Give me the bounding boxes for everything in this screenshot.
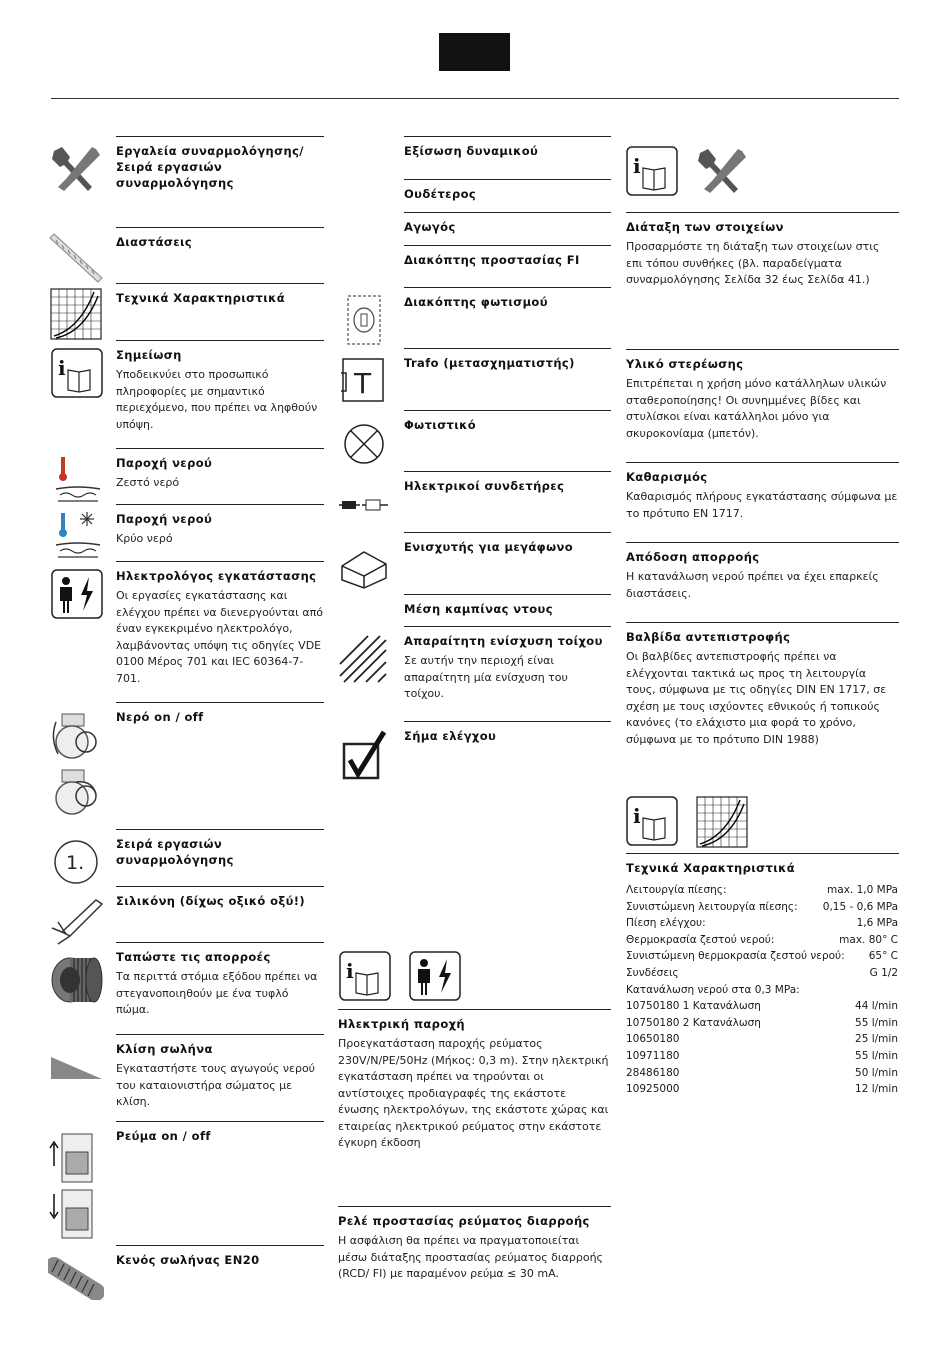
entry-title: Νερό on / off — [116, 710, 204, 724]
svg-text:i: i — [633, 804, 641, 828]
entry-title: Διακόπτης προστασίας FI — [404, 253, 580, 267]
entry-body: Καθαρισμός πλήρους εγκατάστασης σύμφωνα με το πρότυπο EN 1717. — [626, 490, 898, 520]
svg-text:1.: 1. — [66, 852, 85, 874]
entry-connectors — [404, 471, 611, 494]
spec-value: max. 1,0 MPa — [827, 884, 898, 896]
spec-value: max. 80° C — [839, 933, 898, 946]
luminaire-icon — [342, 422, 386, 466]
entry-cold-water — [116, 504, 324, 548]
entry-title: Υλικό στερέωσης — [626, 357, 744, 371]
entry-body: Προεγκατάσταση παροχής ρεύματος 230V/N/PE/50Hz (Μήκος: 0,3 m). Στην ηλεκτρική εγκατάσταση πρέπει να τηρούνται οι αντίστοιχες προδιαγραφές της εκάστοτε ένωσης ηλεκτρολόγων, της εκάστοτε χώρας και εταιρείας ηλεκτρικού ρεύματος στην εκάστοτε έγκυρη έκδοση — [338, 1037, 609, 1149]
entry-title: Παροχή νερού — [116, 456, 213, 470]
entry-title: Ενισχυτής για μεγάφωνο — [404, 540, 573, 554]
entry-title: Παροχή νερού — [116, 512, 213, 526]
entry-title: Κενός σωλήνας EN20 — [116, 1253, 260, 1267]
amplifier-box-icon — [340, 542, 388, 590]
power-switch-icon — [48, 1130, 104, 1244]
spec-row — [626, 948, 898, 965]
spec-value: 0,15 - 0,6 MPa — [822, 900, 898, 913]
electrician-icon — [51, 569, 103, 619]
entry-title: Σήμα ελέγχου — [404, 729, 497, 743]
electrician-icon — [409, 951, 461, 1001]
spec-row — [626, 965, 898, 982]
entry-layout — [626, 212, 899, 289]
check-mark-icon — [340, 730, 388, 782]
entry-title: Ηλεκτρολόγος εγκατάστασης — [116, 569, 317, 583]
entry-plug-outlets — [116, 942, 324, 1019]
entry-power-supply — [338, 1009, 611, 1152]
entry-title: Trafo (μετασχηματιστής) — [404, 356, 575, 370]
spec-label: 10925000 — [626, 1083, 680, 1096]
spec-label: 10971180 — [626, 1049, 680, 1062]
slope-icon — [50, 1055, 104, 1081]
entry-hot-water — [116, 448, 324, 492]
spec-row — [626, 932, 898, 949]
entry-body: Κρύο νερό — [116, 532, 173, 545]
svg-text:i: i — [633, 154, 641, 178]
entry-title: Εργαλεία συναρμολόγησης/ Σειρά εργασιών συναρμολόγησης — [116, 144, 304, 190]
entry-title: Φωτιστικό — [404, 418, 477, 432]
entry-title: Μέση καμπίνας ντους — [404, 602, 553, 616]
ruler-icon — [48, 232, 104, 284]
conduit-icon — [48, 1256, 104, 1300]
entry-shower-middle — [404, 594, 611, 617]
spec-label: Θερμοκρασία ζεστού νερού: — [626, 933, 775, 946]
entry-rcd — [338, 1206, 611, 1283]
page-marker — [439, 33, 510, 71]
entry-title: Βαλβίδα αντεπιστροφής — [626, 630, 791, 644]
spec-value: 12 l/min — [855, 1083, 898, 1096]
blind-plug-icon — [48, 950, 106, 1008]
entry-trafo — [404, 348, 611, 371]
entry-body: Οι εργασίες εγκατάστασης και ελέγχου πρέπει να διενεργούνται από έναν εγκεκριμένο ηλεκτρολόγο, λαμβάνοντας υπόψη τις οδηγίες VDE 0100 Μέρος 701 και IEC 60364-7-701. — [116, 589, 324, 685]
spec-label: 10750180 2 Κατανάλωση — [626, 1016, 761, 1029]
entry-title: Αγωγός — [404, 220, 456, 234]
entry-title: Σιλικόνη (δίχως οξικό οξύ!) — [116, 894, 306, 908]
tools-icon — [48, 143, 104, 195]
entry-title: Ρελέ προστασίας ρεύματος διαρροής — [338, 1214, 590, 1228]
tech-chart-icon — [50, 288, 102, 340]
hot-water-icon — [50, 455, 106, 503]
entry-title: Διαστάσεις — [116, 235, 193, 249]
info-manual-icon — [626, 146, 678, 196]
water-on-off-icon — [48, 708, 104, 820]
entry-title: Ηλεκτρικοί συνδετήρες — [404, 479, 565, 493]
spec-label: Συνιστώμενη λειτουργία πίεσης: — [626, 900, 798, 913]
entry-body: Οι βαλβίδες αντεπιστροφής πρέπει να ελέγχονται τακτικά ως προς τη λειτουργία τους, σύμφωνα με τις οδηγίες DIN EN 1717, σε σχέση με τους ισχύοντες εθνικούς ή τοπικούς κανόνες (το ελάχιστο μια φορά το χρόνο, σύμφωνα με το πρότυπο DIN 1988) — [626, 650, 887, 746]
info-manual-icon — [339, 951, 391, 1001]
entry-empty-conduit — [116, 1245, 324, 1268]
tech-chart-icon — [696, 796, 748, 848]
entry-body: Ζεστό νερό — [116, 476, 180, 489]
transformer-icon — [340, 357, 386, 403]
spec-label: 10750180 1 Κατανάλωση — [626, 1000, 761, 1013]
entry-body: Η ασφάλιση θα πρέπει να πραγματοποιείται μέσω διάταξης προστασίας ρεύματος διαρροής (RCD/ FI) με παραμένον ρεύμα ≤ 30 mA. — [338, 1234, 604, 1280]
info-manual-icon — [51, 348, 103, 398]
spec-value: 55 l/min — [855, 1049, 898, 1062]
entry-title: Ουδέτερος — [404, 187, 477, 201]
entry-luminaire — [404, 410, 611, 433]
spec-label: 10650180 — [626, 1033, 680, 1046]
entry-sequence — [116, 829, 324, 868]
entry-title: Κλίση σωλήνα — [116, 1042, 213, 1056]
spec-row — [626, 1031, 898, 1048]
spec-row — [626, 1065, 898, 1082]
entry-water-on-off — [116, 702, 324, 725]
svg-text:T: T — [354, 367, 372, 400]
info-manual-icon — [626, 796, 678, 846]
entry-title: Σειρά εργασιών συναρμολόγησης — [116, 837, 234, 867]
entry-title: Ηλεκτρική παροχή — [338, 1017, 466, 1031]
entry-equipotential — [404, 136, 611, 159]
entry-title: Καθαρισμός — [626, 470, 708, 484]
spec-label: Συνδέσεις — [626, 966, 679, 979]
spec-label: Λειτουργία πίεσης: — [626, 884, 727, 896]
spec-label: Συνιστώμενη θερμοκρασία ζεστού νερού: — [626, 950, 845, 963]
entry-title: Απόδοση απορροής — [626, 550, 760, 564]
entry-note — [116, 340, 324, 433]
entry-title: Διάταξη των στοιχείων — [626, 220, 784, 234]
entry-check-valve — [626, 622, 899, 748]
spec-row — [626, 915, 898, 932]
entry-dimensions — [116, 227, 324, 250]
entry-title: Τεχνικά Χαρακτηριστικά — [626, 861, 796, 875]
spec-label: 28486180 — [626, 1066, 680, 1079]
svg-text:i: i — [58, 356, 66, 380]
entry-body: Εγκαταστήστε τους αγωγούς νερού του καταιονιστήρα σώματος με κλίση. — [116, 1062, 316, 1108]
entry-title: Ρεύμα on / off — [116, 1129, 211, 1143]
entry-tools — [116, 136, 324, 191]
entry-cleaning — [626, 462, 899, 522]
spec-value: 44 l/min — [855, 1000, 898, 1013]
light-switch-icon — [346, 294, 382, 346]
spec-row — [626, 998, 898, 1015]
entry-power-on-off — [116, 1121, 324, 1144]
entry-title: Απαραίτητη ενίσχυση τοίχου — [404, 634, 603, 648]
entry-body: Υποδεικνύει στο προσωπικό πληροφορίες με σημαντικό περιεχόμενο, που πρέπει να ληφθούν υπόψη. — [116, 368, 318, 431]
entry-title: Τεχνικά Χαρακτηριστικά — [116, 291, 286, 305]
spec-value: G 1/2 — [869, 966, 898, 979]
entry-pipe-slope — [116, 1034, 324, 1111]
cold-water-icon — [50, 511, 106, 559]
entry-check-mark — [404, 721, 611, 744]
tools-icon — [694, 145, 750, 197]
entry-body: Τα περιττά στόμια εξόδου πρέπει να στεγανοποιηθούν με ένα τυφλό πώμα. — [116, 970, 318, 1016]
spec-value: 55 l/min — [855, 1016, 898, 1029]
spec-row — [626, 1015, 898, 1032]
entry-electrician — [116, 561, 324, 687]
entry-body: Προσαρμόστε τη διάταξη των στοιχείων στις επι τόπου συνθήκες (βλ. παραδείγματα συναρμολόγησης Σελίδα 32 έως Σελίδα 41.) — [626, 240, 880, 286]
entry-title: Σημείωση — [116, 348, 182, 362]
entry-conductor — [404, 212, 611, 235]
entry-body: Η κατανάλωση νερού πρέπει να έχει επαρκείς διαστάσεις. — [626, 570, 879, 600]
entry-fixing-material — [626, 349, 899, 442]
spec-value: 65° C — [868, 950, 898, 963]
spec-row — [626, 1081, 898, 1098]
wall-hatch-icon — [338, 634, 388, 684]
entry-body: Επιτρέπεται η χρήση μόνο κατάλληλων υλικών σταθεροποίησης! Οι συνημμένες βίδες και στυλίσκοι είναι κατάλληλοι μόνο για σκυροκονίαμα (μπετόν). — [626, 377, 887, 440]
spec-row — [626, 882, 898, 899]
entry-light-switch — [404, 287, 611, 310]
specs-table — [626, 882, 898, 1098]
header-rule — [51, 98, 899, 99]
entry-technical-data — [626, 853, 899, 876]
entry-silicone — [116, 886, 324, 909]
spec-value: 50 l/min — [855, 1066, 898, 1079]
spec-value: 25 l/min — [855, 1033, 898, 1046]
spec-row — [626, 1048, 898, 1065]
entry-title: Εξίσωση δυναμικού — [404, 144, 539, 158]
entry-wall-reinforcement — [404, 626, 611, 703]
entry-drain-performance — [626, 542, 899, 602]
silicone-gun-icon — [48, 892, 106, 946]
spec-row — [626, 982, 898, 999]
entry-tech-data — [116, 283, 324, 306]
step-one-icon — [52, 838, 100, 886]
entry-neutral — [404, 179, 611, 202]
entry-body: Σε αυτήν την περιοχή είναι απαραίτητη μία ενίσχυση του τοίχου. — [404, 654, 568, 700]
svg-text:i: i — [346, 959, 354, 983]
entry-amplifier — [404, 532, 611, 555]
spec-label: Κατανάλωση νερού στα 0,3 MPa: — [626, 983, 800, 996]
spec-label: Πίεση ελέγχου: — [626, 917, 706, 930]
entry-fi-switch — [404, 245, 611, 268]
spec-row — [626, 899, 898, 916]
entry-title: Ταπώστε τις απορροές — [116, 950, 271, 964]
entry-title: Διακόπτης φωτισμού — [404, 295, 548, 309]
spec-value: 1,6 MPa — [856, 917, 898, 930]
connector-icon — [338, 497, 390, 513]
